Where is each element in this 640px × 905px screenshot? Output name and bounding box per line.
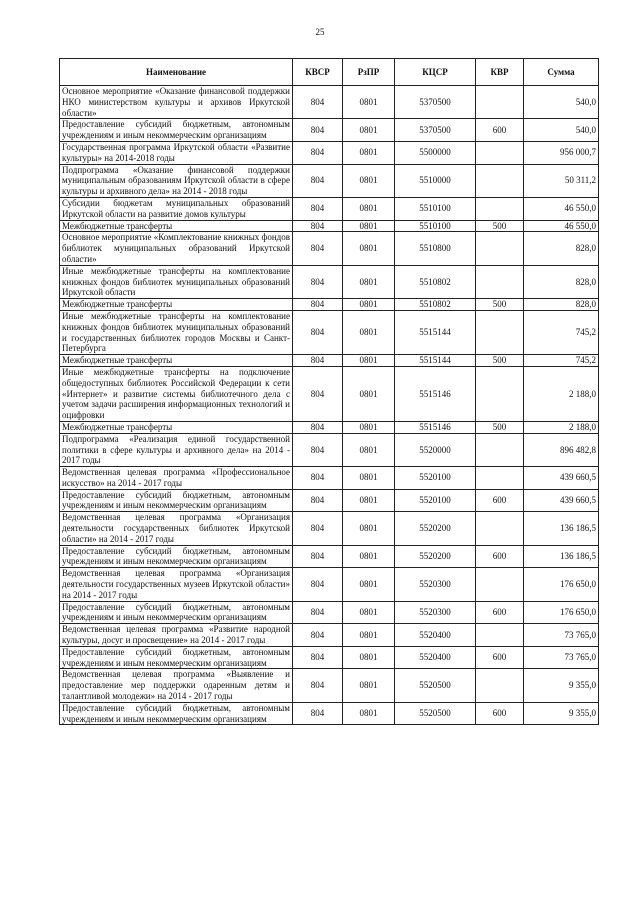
kcsr-cell: 5510802 (395, 265, 476, 298)
header-sum: Сумма (524, 59, 599, 86)
sum-cell: 176 650,0 (524, 568, 599, 601)
rzpr-cell: 0801 (343, 512, 395, 545)
table-row (60, 220, 599, 232)
kcsr-cell: 5520500 (395, 669, 476, 702)
table-header-row (60, 59, 599, 86)
table-row (60, 669, 599, 702)
kcsr-cell: 5520000 (395, 433, 476, 466)
name-cell: Предоставление субсидий бюджетным, автономным учреждениям и иным некоммерческим организациям (60, 545, 293, 568)
kcsr-cell: 5520400 (395, 646, 476, 669)
name-cell: Основное мероприятие «Комплектование книжных фондов библиотек муниципальных образований Иркутской области» (60, 232, 293, 265)
table-row (60, 310, 599, 354)
table-row (60, 489, 599, 512)
table-row (60, 433, 599, 466)
kvr-cell: 600 (476, 601, 524, 624)
rzpr-cell: 0801 (343, 197, 395, 220)
kcsr-cell: 5520100 (395, 489, 476, 512)
header-rzpr: РзПР (343, 59, 395, 86)
kcsr-cell: 5515144 (395, 355, 476, 367)
rzpr-cell: 0801 (343, 265, 395, 298)
kvr-cell: 500 (476, 220, 524, 232)
name-cell: Подпрограмма «Оказание финансовой поддержки муниципальным образованиям Иркутской области в сфере культуры и архивного дела» на 2014 - 2018 годы (60, 164, 293, 197)
table-row (60, 624, 599, 647)
sum-cell: 46 550,0 (524, 220, 599, 232)
kvr-cell: 500 (476, 421, 524, 433)
name-cell: Ведомственная целевая программа «Организация деятельности государственных музеев Иркутской области» на 2014 - 2017 годы (60, 568, 293, 601)
sum-cell: 9 355,0 (524, 702, 599, 725)
kvr-cell: 600 (476, 545, 524, 568)
rzpr-cell: 0801 (343, 299, 395, 311)
name-cell: Предоставление субсидий бюджетным, автономным учреждениям и иным некоммерческим организациям (60, 489, 293, 512)
rzpr-cell: 0801 (343, 433, 395, 466)
rzpr-cell: 0801 (343, 119, 395, 142)
sum-cell: 136 186,5 (524, 545, 599, 568)
name-cell: Ведомственная целевая программа «Профессиональное искусство» на 2014 - 2017 годы (60, 467, 293, 490)
rzpr-cell: 0801 (343, 467, 395, 490)
sum-cell: 745,2 (524, 310, 599, 354)
kvsr-cell: 804 (293, 232, 343, 265)
rzpr-cell: 0801 (343, 421, 395, 433)
kvsr-cell: 804 (293, 489, 343, 512)
kvsr-cell: 804 (293, 366, 343, 421)
kvsr-cell: 804 (293, 310, 343, 354)
kvr-cell (476, 232, 524, 265)
rzpr-cell: 0801 (343, 220, 395, 232)
kcsr-cell: 5510100 (395, 220, 476, 232)
kvsr-cell: 804 (293, 702, 343, 725)
header-kvsr: КВСР (293, 59, 343, 86)
sum-cell: 540,0 (524, 119, 599, 142)
name-cell: Иные межбюджетные трансферты на комплектование книжных фондов библиотек муниципальных образований Иркутской области (60, 265, 293, 298)
sum-cell: 828,0 (524, 232, 599, 265)
table-row (60, 702, 599, 725)
sum-cell: 2 188,0 (524, 366, 599, 421)
header-kcsr: КЦСР (395, 59, 476, 86)
kvr-cell: 500 (476, 355, 524, 367)
table-row (60, 232, 599, 265)
kcsr-cell: 5520400 (395, 624, 476, 647)
name-cell: Межбюджетные трансферты (60, 421, 293, 433)
name-cell: Основное мероприятие «Оказание финансовой поддержки НКО министерством культуры и архивов Иркутской области» (60, 86, 293, 119)
header-kvr: КВР (476, 59, 524, 86)
kvr-cell: 600 (476, 702, 524, 725)
kcsr-cell: 5500000 (395, 141, 476, 164)
kvr-cell (476, 265, 524, 298)
table-row (60, 299, 599, 311)
rzpr-cell: 0801 (343, 310, 395, 354)
kcsr-cell: 5515146 (395, 366, 476, 421)
table-row (60, 421, 599, 433)
kcsr-cell: 5520100 (395, 467, 476, 490)
kvsr-cell: 804 (293, 299, 343, 311)
rzpr-cell: 0801 (343, 141, 395, 164)
kvsr-cell: 804 (293, 568, 343, 601)
rzpr-cell: 0801 (343, 702, 395, 725)
kvsr-cell: 804 (293, 646, 343, 669)
kcsr-cell: 5510802 (395, 299, 476, 311)
kvr-cell: 600 (476, 119, 524, 142)
kvsr-cell: 804 (293, 669, 343, 702)
table-row (60, 265, 599, 298)
sum-cell: 439 660,5 (524, 489, 599, 512)
table-row (60, 119, 599, 142)
table-row (60, 86, 599, 119)
rzpr-cell: 0801 (343, 232, 395, 265)
kvr-cell: 500 (476, 299, 524, 311)
kcsr-cell: 5510800 (395, 232, 476, 265)
table-row (60, 355, 599, 367)
kvsr-cell: 804 (293, 467, 343, 490)
sum-cell: 136 186,5 (524, 512, 599, 545)
kcsr-cell: 5520300 (395, 601, 476, 624)
kcsr-cell: 5520500 (395, 702, 476, 725)
kcsr-cell: 5370500 (395, 86, 476, 119)
kvr-cell: 600 (476, 646, 524, 669)
table-row (60, 164, 599, 197)
sum-cell: 896 482,8 (524, 433, 599, 466)
sum-cell: 9 355,0 (524, 669, 599, 702)
kvr-cell (476, 568, 524, 601)
kvsr-cell: 804 (293, 86, 343, 119)
kvr-cell (476, 433, 524, 466)
kvr-cell (476, 141, 524, 164)
name-cell: Ведомственная целевая программа «Организация деятельности государственных библиотек Иркутской области» на 2014 - 2017 годы (60, 512, 293, 545)
table-row (60, 141, 599, 164)
kvsr-cell: 804 (293, 164, 343, 197)
kvr-cell (476, 164, 524, 197)
name-cell: Ведомственная целевая программа «Развитие народной культуры, досуг и просвещение» на 2014 - 2017 годы (60, 624, 293, 647)
kcsr-cell: 5510100 (395, 197, 476, 220)
kvsr-cell: 804 (293, 355, 343, 367)
table-row (60, 545, 599, 568)
rzpr-cell: 0801 (343, 669, 395, 702)
kvr-cell (476, 86, 524, 119)
kvr-cell (476, 467, 524, 490)
table-row (60, 568, 599, 601)
kvsr-cell: 804 (293, 433, 343, 466)
name-cell: Иные межбюджетные трансферты на подключение общедоступных библиотек Российской Федерации к сети «Интернет» и развитие системы библиотечного дела с учетом задачи расширения информационных технологий и оцифровки (60, 366, 293, 421)
kcsr-cell: 5520200 (395, 512, 476, 545)
name-cell: Иные межбюджетные трансферты на комплектование книжных фондов библиотек муниципальных образований и государственных библиотек городов Москвы и Санкт-Петербурга (60, 310, 293, 354)
sum-cell: 46 550,0 (524, 197, 599, 220)
name-cell: Предоставление субсидий бюджетным, автономным учреждениям и иным некоммерческим организациям (60, 646, 293, 669)
kvr-cell (476, 669, 524, 702)
name-cell: Межбюджетные трансферты (60, 355, 293, 367)
rzpr-cell: 0801 (343, 568, 395, 601)
kcsr-cell: 5520300 (395, 568, 476, 601)
kvsr-cell: 804 (293, 601, 343, 624)
kvr-cell (476, 366, 524, 421)
kvsr-cell: 804 (293, 220, 343, 232)
name-cell: Предоставление субсидий бюджетным, автономным учреждениям и иным некоммерческим организациям (60, 119, 293, 142)
sum-cell: 2 188,0 (524, 421, 599, 433)
sum-cell: 956 000,7 (524, 141, 599, 164)
budget-table (59, 58, 599, 725)
page-number: 25 (315, 27, 325, 37)
rzpr-cell: 0801 (343, 366, 395, 421)
table-row (60, 601, 599, 624)
sum-cell: 50 311,2 (524, 164, 599, 197)
sum-cell: 828,0 (524, 299, 599, 311)
kvsr-cell: 804 (293, 119, 343, 142)
sum-cell: 828,0 (524, 265, 599, 298)
kcsr-cell: 5515144 (395, 310, 476, 354)
sum-cell: 73 765,0 (524, 646, 599, 669)
name-cell: Ведомственная целевая программа «Выявление и предоставление мер поддержки одаренным детям и талантливой молодежи» на 2014 - 2017 годы (60, 669, 293, 702)
table-row (60, 366, 599, 421)
table-row (60, 467, 599, 490)
kvsr-cell: 804 (293, 512, 343, 545)
rzpr-cell: 0801 (343, 86, 395, 119)
name-cell: Межбюджетные трансферты (60, 220, 293, 232)
kvr-cell (476, 512, 524, 545)
sum-cell: 540,0 (524, 86, 599, 119)
header-name: Наименование (60, 59, 293, 86)
kvsr-cell: 804 (293, 624, 343, 647)
kcsr-cell: 5370500 (395, 119, 476, 142)
name-cell: Предоставление субсидий бюджетным, автономным учреждениям и иным некоммерческим организациям (60, 601, 293, 624)
sum-cell: 745,2 (524, 355, 599, 367)
kcsr-cell: 5520200 (395, 545, 476, 568)
sum-cell: 176 650,0 (524, 601, 599, 624)
rzpr-cell: 0801 (343, 164, 395, 197)
kvsr-cell: 804 (293, 545, 343, 568)
kvsr-cell: 804 (293, 141, 343, 164)
rzpr-cell: 0801 (343, 601, 395, 624)
kvr-cell (476, 310, 524, 354)
kcsr-cell: 5515146 (395, 421, 476, 433)
table-row (60, 646, 599, 669)
name-cell: Межбюджетные трансферты (60, 299, 293, 311)
name-cell: Предоставление субсидий бюджетным, автономным учреждениям и иным некоммерческим организациям (60, 702, 293, 725)
kvsr-cell: 804 (293, 421, 343, 433)
kvr-cell (476, 624, 524, 647)
name-cell: Подпрограмма «Реализация единой государственной политики в сфере культуры и архивного дела» на 2014 - 2017 годы (60, 433, 293, 466)
name-cell: Субсидии бюджетам муниципальных образований Иркутской области на развитие домов культуры (60, 197, 293, 220)
table-row (60, 197, 599, 220)
kvr-cell (476, 197, 524, 220)
rzpr-cell: 0801 (343, 624, 395, 647)
rzpr-cell: 0801 (343, 646, 395, 669)
sum-cell: 73 765,0 (524, 624, 599, 647)
name-cell: Государственная программа Иркутской области «Развитие культуры» на 2014-2018 годы (60, 141, 293, 164)
rzpr-cell: 0801 (343, 545, 395, 568)
kvsr-cell: 804 (293, 265, 343, 298)
kcsr-cell: 5510000 (395, 164, 476, 197)
rzpr-cell: 0801 (343, 489, 395, 512)
sum-cell: 439 660,5 (524, 467, 599, 490)
kvsr-cell: 804 (293, 197, 343, 220)
table-row (60, 512, 599, 545)
rzpr-cell: 0801 (343, 355, 395, 367)
kvr-cell: 600 (476, 489, 524, 512)
